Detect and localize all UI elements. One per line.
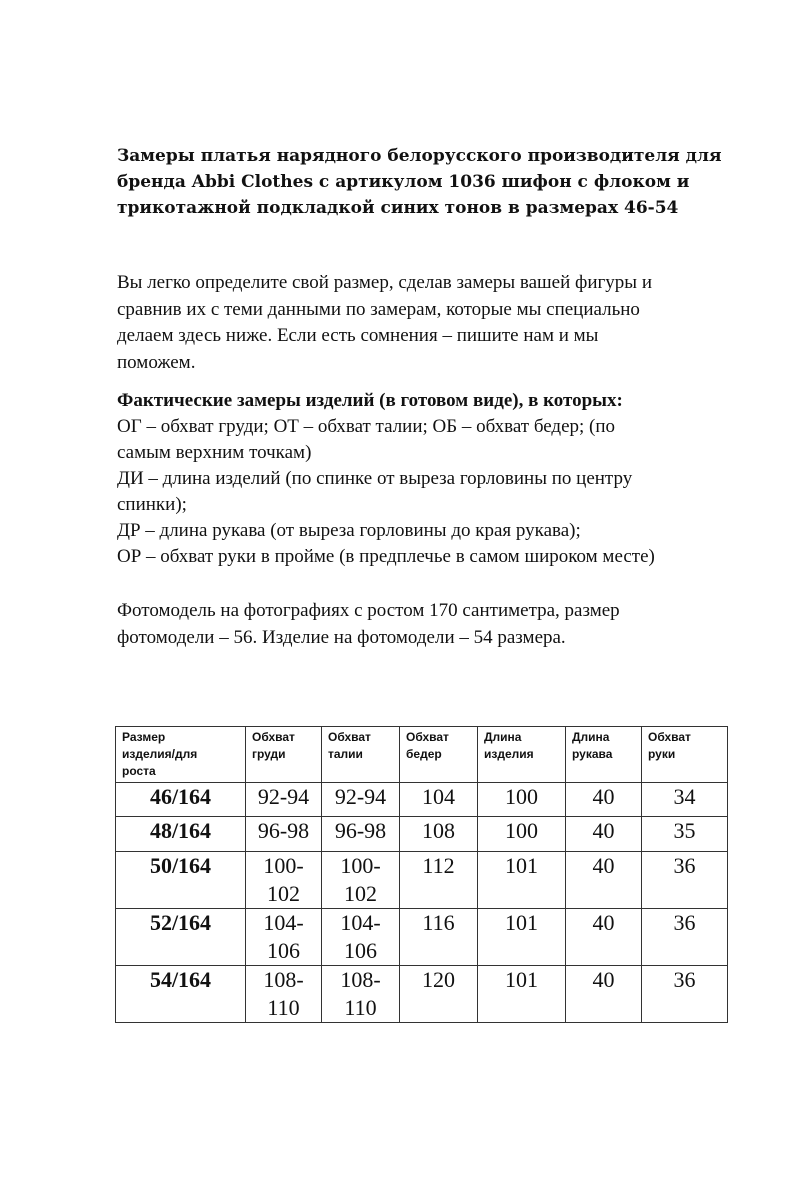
header-chest	[246, 727, 322, 783]
cell-waist	[322, 852, 400, 909]
cell-hips: 116	[400, 909, 478, 966]
cell-arm: 34	[642, 783, 728, 817]
cell-waist	[322, 783, 400, 817]
document-title	[117, 143, 722, 221]
cell-size: 46/164	[116, 783, 246, 817]
cell-text: 92-94	[334, 784, 387, 809]
cell-length: 100	[478, 783, 566, 817]
header-waist	[322, 727, 400, 783]
header-text: Длина	[484, 730, 522, 744]
header-length	[478, 727, 566, 783]
header-size	[116, 727, 246, 783]
cell-chest	[246, 909, 322, 966]
header-text: роста	[122, 764, 156, 778]
intro-line: делаем здесь ниже. Если есть сомнения – пишите нам и мы	[117, 325, 599, 346]
cell-text: 106	[267, 938, 300, 963]
header-text: талии	[328, 747, 363, 761]
cell-waist	[322, 966, 400, 1023]
cell-hips: 104	[400, 783, 478, 817]
cell-chest	[246, 817, 322, 852]
cell-arm: 36	[642, 852, 728, 909]
intro-paragraph	[117, 270, 757, 376]
header-text: Обхват	[252, 730, 295, 744]
cell-text: 110	[344, 995, 377, 1020]
title-line: Замеры платья нарядного белорусского производителя для	[117, 146, 722, 166]
size-table	[115, 726, 728, 1023]
photo-model-note	[117, 598, 757, 651]
cell-size: 48/164	[116, 817, 246, 852]
photo-line: Фотомодель на фотографиях с ростом 170 сантиметра, размер	[117, 600, 620, 621]
cell-chest	[246, 966, 322, 1023]
header-text: Обхват	[648, 730, 691, 744]
cell-hips: 120	[400, 966, 478, 1023]
cell-size: 54/164	[116, 966, 246, 1023]
cell-arm: 36	[642, 909, 728, 966]
cell-text: 96-98	[257, 818, 310, 843]
header-hips	[400, 727, 478, 783]
header-text: рукава	[572, 747, 613, 761]
cell-chest	[246, 852, 322, 909]
cell-sleeve: 40	[566, 817, 642, 852]
header-text: руки	[648, 747, 676, 761]
cell-sleeve: 40	[566, 909, 642, 966]
cell-chest	[246, 783, 322, 817]
cell-length: 101	[478, 966, 566, 1023]
cell-text: 96-98	[334, 818, 387, 843]
header-text: Обхват	[328, 730, 371, 744]
cell-arm: 35	[642, 817, 728, 852]
cell-text: 104-	[340, 910, 381, 935]
intro-line: поможем.	[117, 351, 196, 373]
cell-waist	[322, 909, 400, 966]
table-row	[116, 852, 728, 909]
cell-hips: 112	[400, 852, 478, 909]
header-sleeve	[566, 727, 642, 783]
table-row	[116, 817, 728, 852]
measurements-legend	[117, 388, 777, 570]
cell-text: 102	[267, 881, 300, 906]
cell-arm: 36	[642, 966, 728, 1023]
title-line: трикотажной подкладкой синих тонов в размерах 46-54	[117, 198, 679, 218]
cell-text: 102	[344, 881, 377, 906]
cell-length: 101	[478, 909, 566, 966]
header-arm	[642, 727, 728, 783]
intro-line: сравнив их с теми данными по замерам, которые мы специально	[117, 298, 640, 320]
cell-sleeve: 40	[566, 966, 642, 1023]
cell-text: 100-	[340, 853, 381, 878]
header-text: бедер	[406, 747, 442, 761]
header-text: изделия	[484, 747, 534, 761]
measurements-line: самым верхним точкам)	[117, 442, 312, 463]
cell-text: 100-	[263, 853, 304, 878]
cell-length: 100	[478, 817, 566, 852]
cell-length: 101	[478, 852, 566, 909]
table-row	[116, 783, 728, 817]
cell-text: 108-	[340, 967, 381, 992]
cell-hips: 108	[400, 817, 478, 852]
cell-text: 92-94	[257, 784, 310, 809]
header-text: Длина	[572, 730, 610, 744]
header-text: Обхват	[406, 730, 449, 744]
measurements-line: ДИ – длина изделий (по спинке от выреза горловины по центру	[117, 468, 633, 489]
header-text: изделия/для	[122, 747, 198, 761]
cell-text: 104-	[263, 910, 304, 935]
cell-waist	[322, 817, 400, 852]
table-header-row	[116, 727, 728, 783]
cell-text: 110	[267, 995, 300, 1020]
cell-text: 108-	[263, 967, 304, 992]
title-line: бренда Abbi Clothes с артикулом 1036 шифон с флоком и	[117, 172, 690, 192]
cell-sleeve: 40	[566, 783, 642, 817]
cell-size: 52/164	[116, 909, 246, 966]
measurements-heading: Фактические замеры изделий (в готовом виде), в которых:	[117, 390, 623, 411]
measurements-line: ОР – обхват руки в пройме (в предплечье в самом широком месте)	[117, 546, 655, 567]
table-row	[116, 909, 728, 966]
header-text: Размер	[122, 730, 166, 744]
measurements-line: ОГ – обхват груди; ОТ – обхват талии; ОБ – обхват бедер; (по	[117, 416, 616, 437]
cell-sleeve: 40	[566, 852, 642, 909]
photo-line: фотомодели – 56. Изделие на фотомодели – 54 размера.	[117, 626, 566, 648]
intro-line: Вы легко определите свой размер, сделав замеры вашей фигуры и	[117, 272, 652, 293]
cell-text: 106	[344, 938, 377, 963]
measurements-line: ДР – длина рукава (от выреза горловины до края рукава);	[117, 520, 581, 541]
cell-size: 50/164	[116, 852, 246, 909]
measurements-line: спинки);	[117, 494, 187, 515]
header-text: груди	[252, 747, 286, 761]
table-row	[116, 966, 728, 1023]
